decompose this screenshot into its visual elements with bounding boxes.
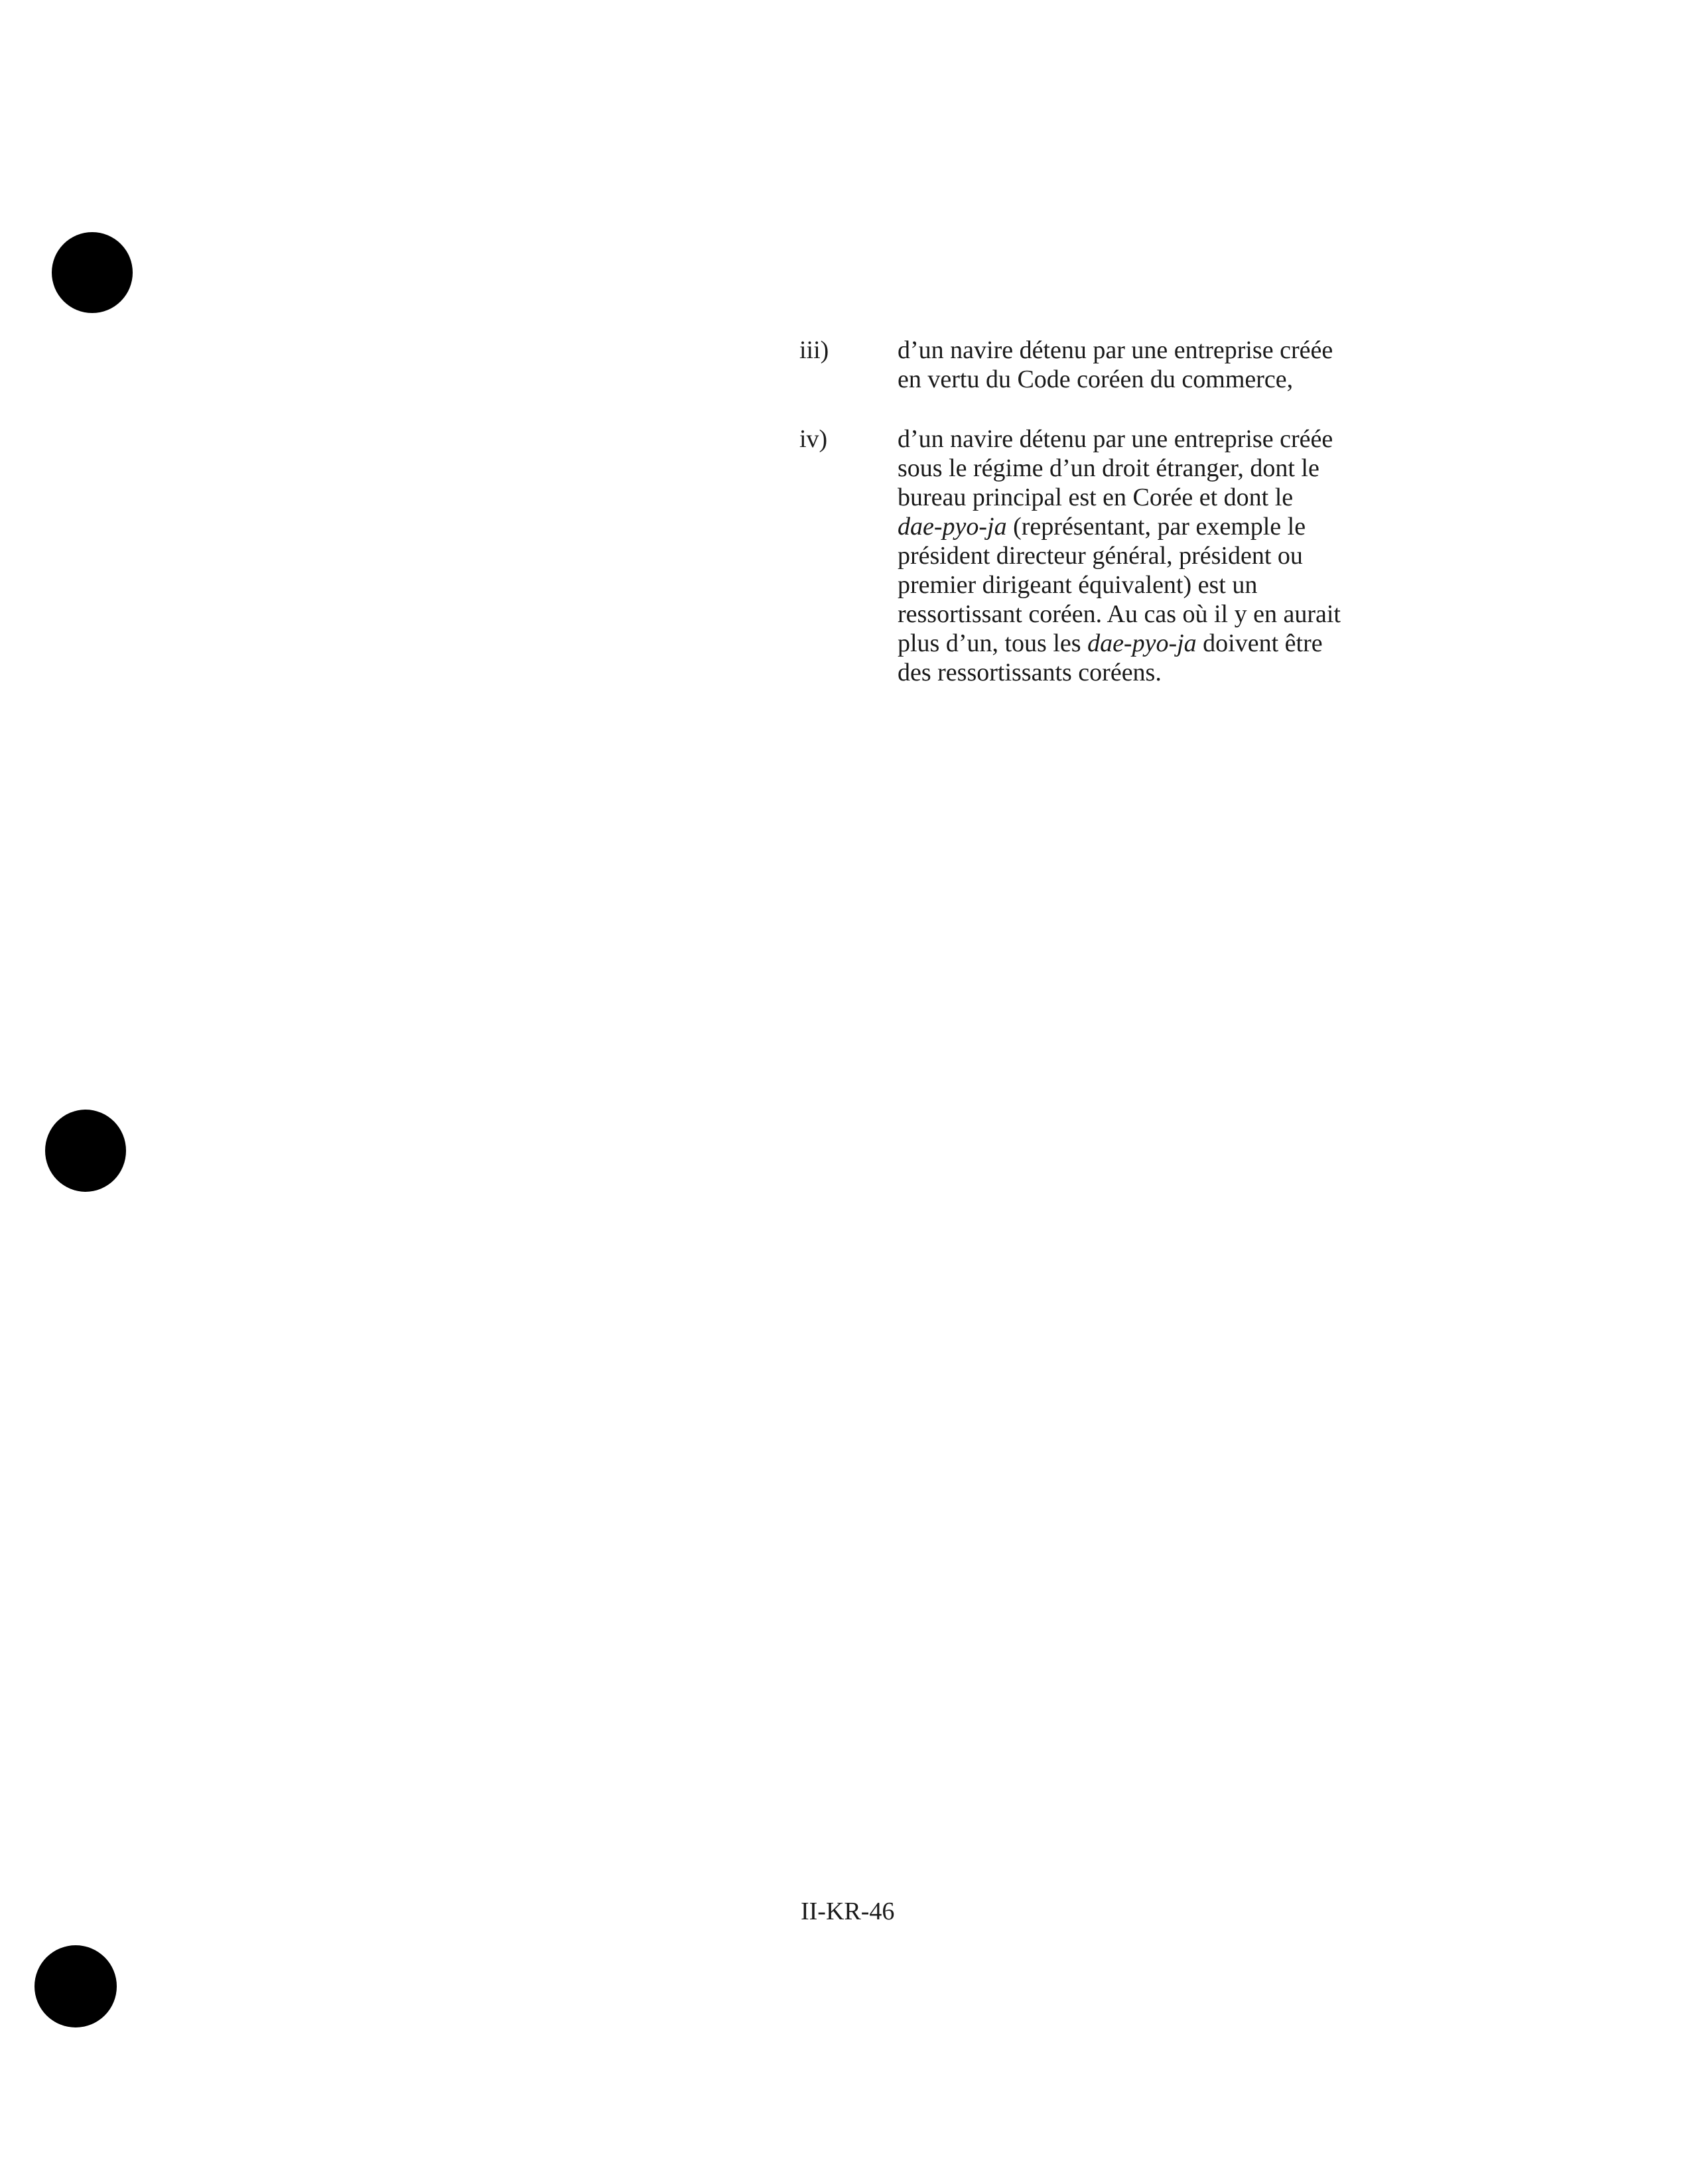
- text-run: (représentant, par exemple le: [1006, 513, 1306, 541]
- text-run: premier dirigeant équivalent) est un: [898, 571, 1258, 599]
- text-line: [898, 600, 1428, 629]
- text-run: d’un navire détenu par une entreprise créée: [898, 336, 1333, 364]
- text-run: plus d’un, tous les: [898, 629, 1088, 657]
- text-line: [898, 483, 1428, 512]
- text-line: [898, 424, 1428, 454]
- text-line: [898, 336, 1428, 365]
- text-run: sous le régime d’un droit étranger, dont le: [898, 454, 1319, 482]
- punch-hole: [45, 1110, 126, 1192]
- text-run: ressortissant coréen. Au cas où il y en aurait: [898, 600, 1341, 628]
- text-line: [898, 365, 1428, 394]
- text-run: doivent être: [1196, 629, 1323, 657]
- text-line: [898, 454, 1428, 483]
- text-line: [898, 512, 1428, 541]
- text-line: [898, 658, 1428, 687]
- punch-hole: [34, 1945, 117, 2027]
- list-marker: iii): [799, 336, 829, 364]
- text-line: [898, 570, 1428, 600]
- list-marker: iv): [799, 425, 828, 453]
- text-run: des ressortissants coréens.: [898, 659, 1162, 686]
- text-run: bureau principal est en Corée et dont le: [898, 483, 1294, 511]
- text-run: en vertu du Code coréen du commerce,: [898, 365, 1294, 393]
- list-item-text: [898, 336, 1428, 394]
- italic-term: dae-pyo-ja: [898, 513, 1007, 541]
- text-line: [898, 629, 1428, 658]
- italic-term: dae-pyo-ja: [1087, 629, 1197, 657]
- text-run: président directeur général, président ou: [898, 542, 1303, 570]
- text-line: [898, 541, 1428, 570]
- text-run: d’un navire détenu par une entreprise créée: [898, 425, 1333, 453]
- page-number: II-KR-46: [801, 1897, 895, 1925]
- list-item-text: [898, 424, 1428, 687]
- punch-hole: [52, 232, 133, 313]
